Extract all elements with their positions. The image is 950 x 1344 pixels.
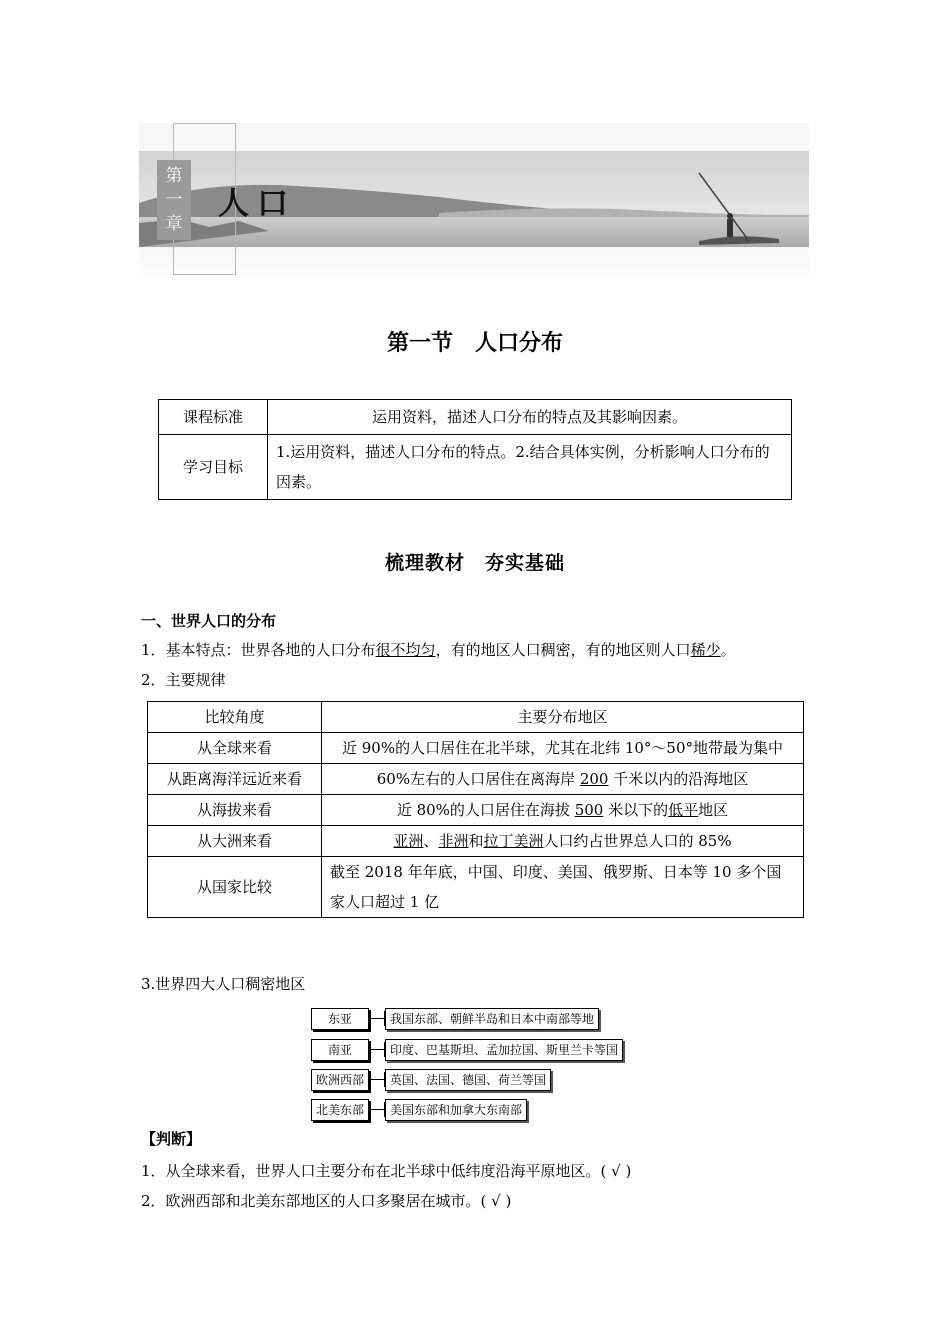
- text: 60%左右的人口居住在离海岸: [376, 770, 580, 788]
- connector-line: [368, 1079, 384, 1080]
- text: 千米以内的沿海地区: [608, 770, 749, 788]
- answer-blank: 200: [579, 770, 609, 788]
- table-cell: 从距离海洋远近来看: [148, 764, 322, 795]
- region-name: 东亚: [311, 1008, 369, 1030]
- table-header-cell: 学习目标: [159, 435, 268, 500]
- table-cell: 运用资料，描述人口分布的特点及其影响因素。: [268, 400, 792, 435]
- answer-blank: 亚洲: [393, 832, 424, 850]
- section-title: 第一节 人口分布: [386, 331, 563, 356]
- dense-regions-heading: 3.世界四大人口稠密地区: [141, 975, 306, 993]
- table-row: [148, 857, 804, 918]
- section-heading: 梳理教材 夯实基础: [384, 552, 565, 574]
- text: 近 80%的人口居住在海拔: [396, 801, 575, 819]
- region-description: 英国、法国、德国、荷兰等国: [385, 1069, 551, 1091]
- answer-blank: 稀少: [690, 641, 721, 659]
- text: 和: [468, 832, 484, 850]
- table-cell: [322, 795, 804, 826]
- region-description: 印度、巴基斯坦、孟加拉国、斯里兰卡等国: [385, 1039, 623, 1061]
- judgement-item: 2．欧洲西部和北美东部地区的人口多聚居在城市。( √ ): [141, 1192, 512, 1210]
- text: 。: [720, 641, 736, 659]
- part-title: 一、世界人口的分布: [141, 612, 277, 630]
- region-name: 北美东部: [311, 1099, 369, 1121]
- table-cell: 近 90%的人口居住在北半球，尤其在北纬 10°～50°地带最为集中: [322, 733, 804, 764]
- judgement-item: 1．从全球来看，世界人口主要分布在北半球中低纬度沿海平原地区。( √ ): [141, 1162, 632, 1180]
- connector-line: [368, 1018, 384, 1019]
- table-cell: [322, 826, 804, 857]
- table-header-cell: 主要分布地区: [322, 702, 804, 733]
- region-description: 美国东部和加拿大东南部: [385, 1099, 527, 1121]
- answer-blank: 非洲: [438, 832, 469, 850]
- table-header-cell: 课程标准: [159, 400, 268, 435]
- table-cell: 从国家比较: [148, 857, 322, 918]
- answer-blank: 低平: [668, 801, 699, 819]
- table-row: [148, 795, 804, 826]
- table-row: [148, 764, 804, 795]
- chapter-label-char-2: 一: [165, 190, 183, 210]
- table-row: [159, 400, 792, 435]
- table-row: [148, 733, 804, 764]
- chapter-title: 人口: [218, 186, 296, 222]
- chapter-label-char-3: 章: [165, 214, 183, 234]
- table-row: [148, 826, 804, 857]
- table-cell: [322, 764, 804, 795]
- answer-blank: 500: [574, 801, 604, 819]
- table-header-cell: 比较角度: [148, 702, 322, 733]
- text: 人口约占世界总人口的 85%: [543, 832, 732, 850]
- answer-blank: 拉丁美洲: [483, 832, 544, 850]
- text: 米以下的: [603, 801, 669, 819]
- text: 地区: [698, 801, 729, 819]
- connector-line: [368, 1109, 384, 1110]
- text: ，有的地区人口稠密，有的地区则人口: [435, 641, 691, 659]
- region-name: 南亚: [311, 1039, 369, 1061]
- text: 1．基本特点：世界各地的人口分布: [141, 641, 376, 659]
- table-cell: 从全球来看: [148, 733, 322, 764]
- answer-blank: 很不均匀: [375, 641, 436, 659]
- basic-feature-line: [141, 635, 736, 665]
- table-cell: 截至 2018 年年底，中国、印度、美国、俄罗斯、日本等 10 多个国家人口超过 1 亿: [322, 857, 804, 918]
- chapter-label: [157, 160, 191, 240]
- table-row: [159, 435, 792, 500]
- connector-line: [368, 1049, 384, 1050]
- table-header-row: [148, 702, 804, 733]
- region-name: 欧洲西部: [311, 1069, 369, 1091]
- judgement-title: 【判断】: [141, 1130, 202, 1148]
- table-cell: 从海拔来看: [148, 795, 322, 826]
- region-description: 我国东部、朝鲜半岛和日本中南部等地: [385, 1008, 599, 1030]
- table-cell: 从大洲来看: [148, 826, 322, 857]
- table-cell: 1.运用资料，描述人口分布的特点。2.结合具体实例，分析影响人口分布的因素。: [268, 435, 792, 500]
- curriculum-standards-table: [158, 399, 792, 500]
- chapter-label-char-1: 第: [165, 166, 183, 186]
- main-pattern-heading: 2．主要规律: [141, 671, 226, 689]
- population-distribution-table: [147, 701, 804, 918]
- text: 、: [423, 832, 439, 850]
